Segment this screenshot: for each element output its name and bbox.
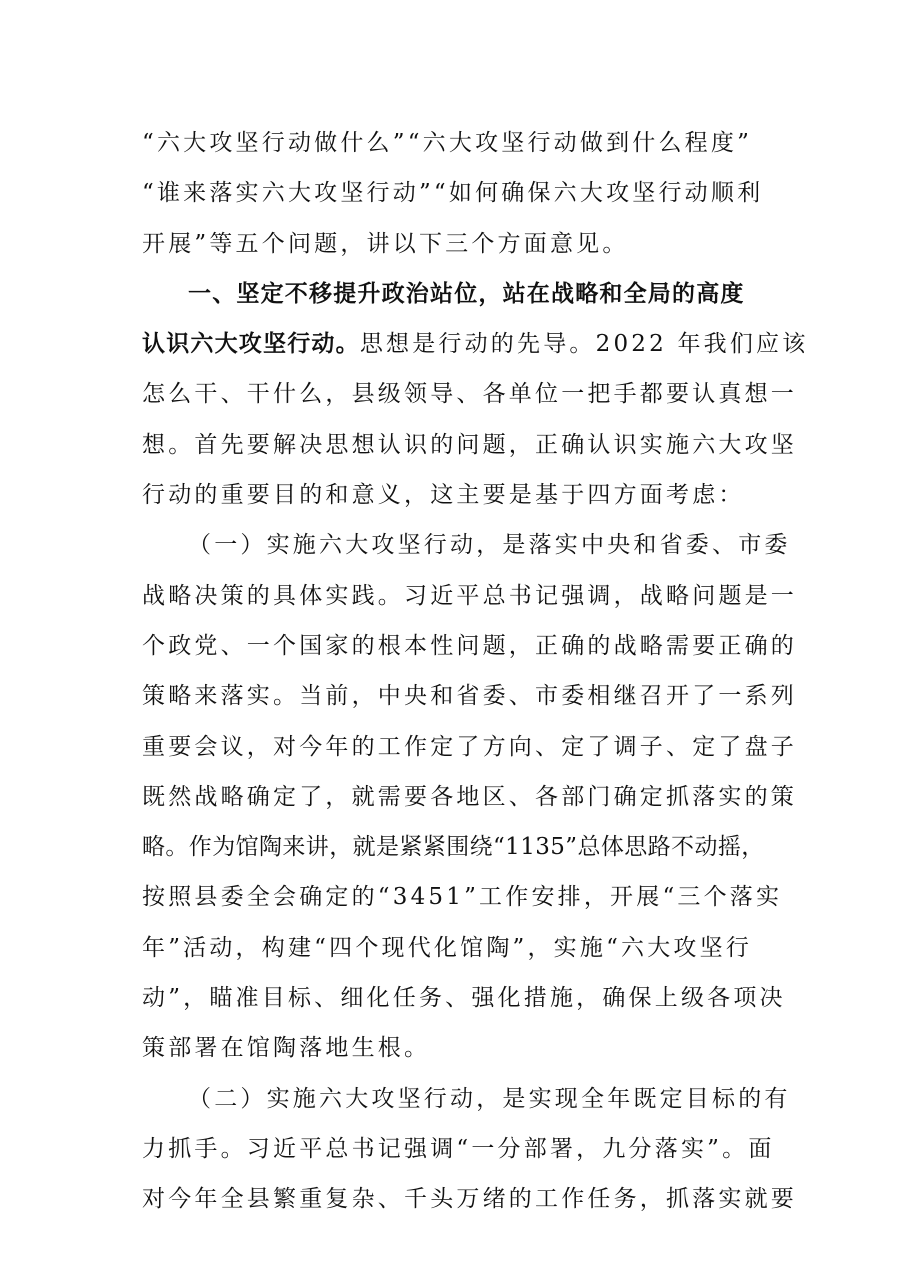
subsection-heading: （一）实施六大攻坚行动，是落实中央和省委、市委 (188, 532, 791, 559)
text-line: 动”，瞄准目标、细化任务、强化措施，确保上级各项决 (142, 985, 786, 1012)
text-line: 策略来落实。当前，中央和省委、市委相继召开了一系列 (142, 683, 797, 710)
text-line (142, 319, 809, 369)
text-line: 想。首先要解决思想认识的问题，正确认识实施六大攻坚 (142, 431, 797, 458)
text-line: 对今年全县繁重复杂、千头万绪的工作任务，抓落实就要 (142, 1186, 797, 1213)
text-line: 战略决策的具体实践。习近平总书记强调，战略问题是一 (142, 582, 797, 609)
text-line: 个政党、一个国家的根本性问题，正确的战略需要正确的 (142, 632, 797, 659)
text-line: 略。作为馆陶来讲，就是紧紧围绕“1135”总体思路不动摇， (142, 834, 765, 861)
text-line: 既然战略确定了，就需要各地区、各部门确定抓落实的策 (142, 783, 797, 810)
text-line: 怎么干、干什么，县级领导、各单位一把手都要认真想一 (142, 381, 797, 408)
text-line: 行动的重要目的和意义，这主要是基于四方面考虑： (142, 482, 745, 509)
text-line: 按照县委全会确定的“3451”工作安排，开展“三个落实 (142, 884, 783, 911)
section-heading-continued: 认识六大攻坚行动。 (142, 331, 360, 358)
text-line: “谁来落实六大攻坚行动”“如何确保六大攻坚行动顺利 (142, 180, 764, 207)
text-line: 年”活动，构建“四个现代化馆陶”，实施“六大攻坚行 (142, 934, 753, 961)
text-line: 策部署在馆陶落地生根。 (142, 1035, 431, 1062)
text-line: 力抓手。习近平总书记强调“一分部署，九分落实”。面 (142, 1135, 775, 1162)
paragraph-text: 思想是行动的先导。2022 年我们应该 (359, 331, 809, 358)
text-line: 重要会议，对今年的工作定了方向、定了调子、定了盘子 (142, 733, 797, 760)
text-line: “六大攻坚行动做什么”“六大攻坚行动做到什么程度” (142, 130, 753, 156)
section-heading: 一、坚定不移提升政治站位，站在战略和全局的高度 (188, 280, 745, 307)
subsection-heading: （二）实施六大攻坚行动，是实现全年既定目标的有 (188, 1085, 791, 1112)
text-line: 开展”等五个问题，讲以下三个方面意见。 (142, 230, 629, 257)
document-body (142, 118, 809, 1225)
